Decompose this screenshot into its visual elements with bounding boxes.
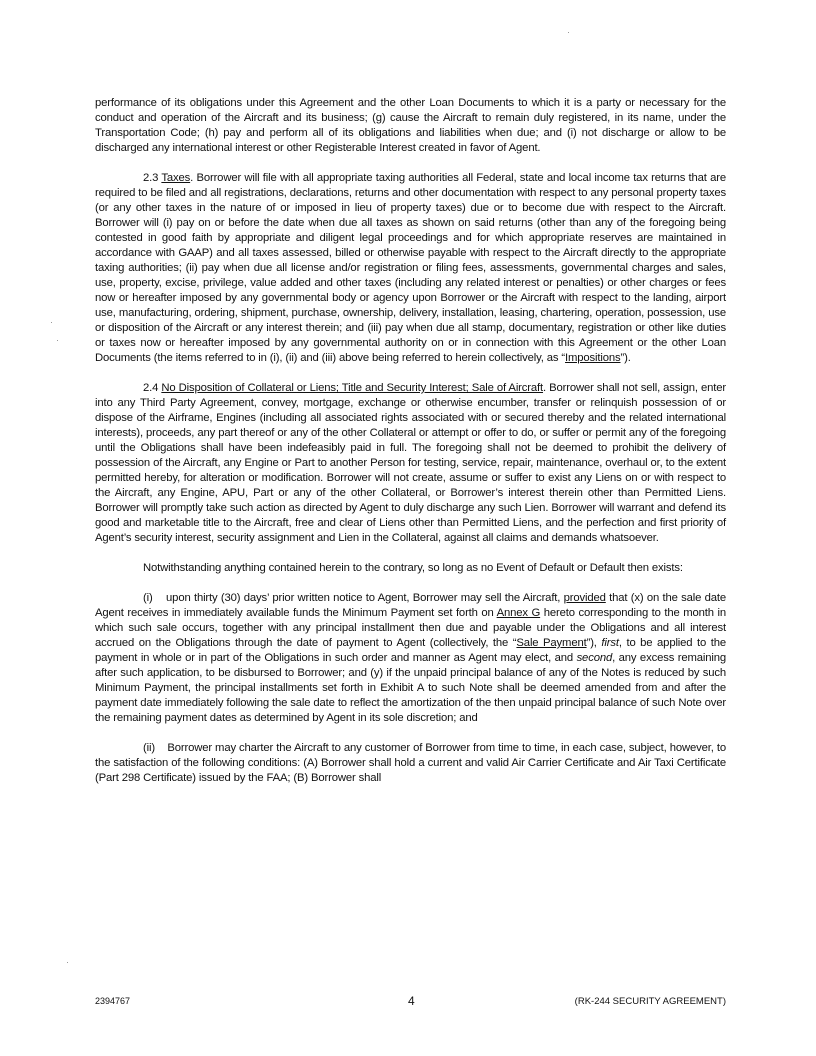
scan-speck: [51, 322, 52, 323]
body-text: performance of its obligations under this Agreement and the other Loan Documents to which it is a party or necessary for the conduct and operation of the Aircraft and its business; (g) cause the Aircraft to remain duly registered, in its name, under the Transportation Code; (h) pay and perform all of its obligations and liabilities when due; and (i) not discharge or allow to be discharged any international interest or other Registerable Interest created in favor of Agent.: [95, 97, 726, 154]
body-text: ”).: [620, 352, 631, 364]
defined-term: Taxes: [161, 172, 191, 184]
body-text: . Borrower will file with all appropriate taxing authorities all Federal, state and local income tax returns that are required to be filed and all registrations, declarations, returns and other documentation with respect to any personal property taxes (or any other taxes in the nature of or imposed in lieu of property taxes) due or to become due with respect to the Aircraft. Borrower will (i) pay on or before the date when due all taxes as shown on said returns (other than any of the foregoing being contested in good faith by appropriate and diligent legal proceedings and for which appropriate reserves are maintained in accordance with GAAP) and all taxes assessed, billed or otherwise payable with respect to the Aircraft directly to the appropriate taxing authorities; (ii) pay when due all license and/or registration or filing fees, assessments, governmental charges and sales, use, property, excise, privilege, value added and other taxes (including any related interest or penalties) or other charges or fees now or hereafter imposed by any governmental body or agency upon Borrower or the Aircraft with respect to the landing, airport use, manufacturing, ordering, shipment, purchase, ownership, delivery, installation, leasing, chartering, operation, possession, use or disposition of the Aircraft or any interest therein; and (iii) pay when due all stamp, documentary, registration or other like duties or taxes now or hereafter imposed by any governmental authority on or in connection with this Agreement or the other Loan Documents (the items referred to in (i), (ii) and (iii) above being referred to herein collectively, as “: [95, 172, 726, 364]
page-number: 4: [408, 994, 415, 1008]
body-text: , to be applied to the payment in whole or in part of the Obligations in such order and manner as Agent may elect, and: [95, 637, 727, 664]
defined-term: provided: [563, 592, 606, 604]
footer-document-title: (RK-244 SECURITY AGREEMENT): [574, 996, 726, 1007]
paragraph-continuation: [95, 96, 726, 156]
defined-term: Sale Payment: [516, 637, 587, 649]
body-text: that (x) on the sale date Agent receives in immediately available funds the Minimum Payment set forth on: [95, 592, 726, 619]
body-text: 2.3: [143, 172, 162, 184]
defined-term: Annex G: [496, 607, 541, 619]
body-text: 2.4: [143, 382, 162, 394]
scan-speck: [568, 32, 569, 33]
defined-term: Impositions: [565, 352, 621, 364]
section-2-4-no-disposition: [95, 381, 726, 546]
body-text: ”),: [586, 637, 602, 649]
document-body: [95, 96, 726, 801]
clause-ii-charter: [95, 741, 726, 786]
defined-term: No Disposition of Collateral or Liens; Title and Security Interest; Sale of Aircraft: [161, 382, 544, 394]
page-footer: [95, 996, 726, 1010]
body-text: Notwithstanding anything contained herein to the contrary, so long as no Event of Default or Default then exists:: [143, 562, 683, 574]
body-text: (i) upon thirty (30) days’ prior written notice to Agent, Borrower may sell the Aircraft,: [143, 592, 564, 604]
scan-speck: [67, 962, 68, 963]
body-text: , any excess remaining after such application, to be disbursed to Borrower; and (y) if the unpaid principal balance of any of the Notes is reduced by such Minimum Payment, the principal installments set forth in Exhibit A to such Note shall be deemed amended from and after the payment date immediately following the sale date to reflect the amortization of the then unpaid principal balance of such Note over the remaining payment dates as determined by Agent in its sole discretion; and: [95, 652, 726, 724]
body-text: (ii) Borrower may charter the Aircraft to any customer of Borrower from time to time, in each case, subject, however, to the satisfaction of the following conditions: (A) Borrower shall hold a current and valid Air Carrier Certificate and Air Taxi Certificate (Part 298 Certificate) issued by the FAA; (B) Borrower shall: [95, 742, 726, 784]
emphasis-text: second: [576, 652, 613, 664]
body-text: hereto corresponding to the month in which such sale occurs, together with any principal installment then due and payable under the Obligations and all interest accrued on the Obligations through the date of payment to Agent (collectively, the “: [95, 607, 726, 649]
body-text: . Borrower shall not sell, assign, enter into any Third Party Agreement, convey, mortgage, exchange or otherwise encumber, transfer or relinquish possession of or dispose of the Airframe, Engines (including all associated rights associated with or secured thereby and the related international interests), proceeds, any part thereof or any of the other Collateral or attempt or offer to do, or suffer or permit any of the foregoing until the Obligations shall have been indefeasibly paid in full. The foregoing shall not be deemed to prohibit the delivery of possession of the Aircraft, any Engine or Part to another Person for testing, service, repair, maintenance, overhaul or, to the extent permitted hereby, for alteration or modification. Borrower will not create, assume or suffer to exist any Liens on or with respect to the Aircraft, any Engine, APU, Part or any of the other Collateral, or Borrower’s interest therein other than Permitted Liens. Borrower will promptly take such action as directed by Agent to duly discharge any such Lien. Borrower will warrant and defend its good and marketable title to the Aircraft, free and clear of Liens other than Permitted Liens, and the perfection and first priority of Agent’s security interest, security assignment and Lien in the Collateral, against all claims and demands whatsoever.: [95, 382, 726, 544]
scan-speck: [57, 340, 58, 341]
paragraph-notwithstanding: [95, 561, 726, 576]
footer-document-id: 2394767: [95, 996, 131, 1006]
clause-i-sale-of-aircraft: [95, 591, 726, 726]
section-2-3-taxes: [95, 171, 726, 366]
emphasis-text: first: [601, 637, 619, 649]
